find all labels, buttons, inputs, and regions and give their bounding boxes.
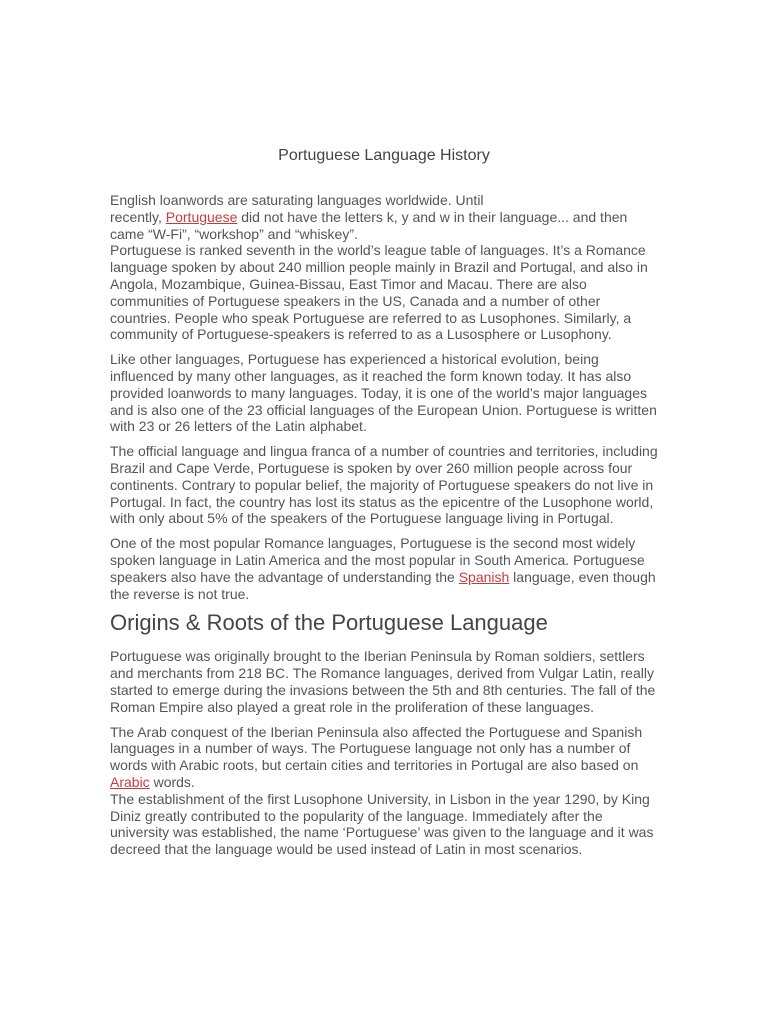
popular-continuation: language, even though the reverse is not true.: [110, 568, 656, 602]
intro-recently: recently,: [110, 208, 166, 225]
arabic-link[interactable]: Arabic: [110, 773, 150, 790]
intro-line1: English loanwords are saturating languages worldwide. Until: [110, 192, 484, 208]
university-paragraph: The establishment of the first Lusophone University, in Lisbon in the year 1290, by King Diniz greatly contributed to the popularity of the language. Immediately after the university was established, the name ‘Portuguese’ was given to the language and it was decreed that the language would be used instead of Latin in most scenarios.: [110, 790, 654, 858]
arab-paragraph: [110, 724, 658, 791]
arab-text: The Arab conquest of the Iberian Peninsula also affected the Portuguese and Spanish languages in a number of ways. The Portuguese language not only has a number of words with Arabic roots, but certain cities and territories in Portugal are also based on: [110, 723, 643, 774]
portuguese-link[interactable]: Portuguese: [165, 208, 238, 225]
ranked-paragraph: Portuguese is ranked seventh in the world’s league table of languages. It’s a Romance language spoken by about 240 million people mainly in Brazil and Portugal, and also in Angola, Mozambique, Guinea-Bissau, East Timor and Macau. There are also communities of Portuguese speakers in the US, Canada and a number of other countries. People who speak Portuguese are referred to as Lusophones. Similarly, a community of Portuguese-speakers is referred to as a Lusosphere or Lusophony.: [110, 242, 648, 343]
document-title: Portuguese Language History: [278, 147, 490, 164]
popular-paragraph: [110, 535, 658, 602]
popular-text: One of the most popular Romance languages, Portuguese is the second most widely spoken language in Latin America and the most popular in South America. Portuguese speakers also have the advantage of understanding the: [110, 535, 645, 585]
intro-paragraph: [110, 192, 658, 242]
official-language-paragraph: The official language and lingua franca of a number of countries and territories, including Brazil and Cape Verde, Portuguese is spoken by over 260 million people across four continents. Contrary to popular belief, the majority of Portuguese speakers do not live in Portugal. In fact, the country has lost its status as the epicentre of the Lusophone world, with only about 5% of the speakers of the Portuguese language living in Portugal.: [110, 443, 658, 527]
brought-paragraph: Portuguese was originally brought to the Iberian Peninsula by Roman soldiers, settlers and merchants from 218 BC. The Romance languages, derived from Vulgar Latin, really started to emerge during the invasions between the 5th and 8th centuries. The fall of the Roman Empire also played a great role in the proliferation of these languages.: [110, 648, 656, 715]
origins-heading: Origins & Roots of the Portuguese Language: [110, 610, 548, 636]
evolution-paragraph: Like other languages, Portuguese has experienced a historical evolution, being influenced by many other languages, as it reached the form known today. It has also provided loanwords to many languages. Today, it is one of the world’s major languages and is also one of the 23 official languages of the European Union. Portuguese is written with 23 or 26 letters of the Latin alphabet.: [110, 351, 657, 435]
spanish-link[interactable]: Spanish: [458, 568, 510, 585]
intro-continuation: did not have the letters k, y and w in their language... and then came “W-Fi”, “workshop” and “whiskey”.: [110, 208, 628, 242]
arab-continuation: words.: [149, 773, 195, 790]
document-body: [110, 192, 658, 866]
